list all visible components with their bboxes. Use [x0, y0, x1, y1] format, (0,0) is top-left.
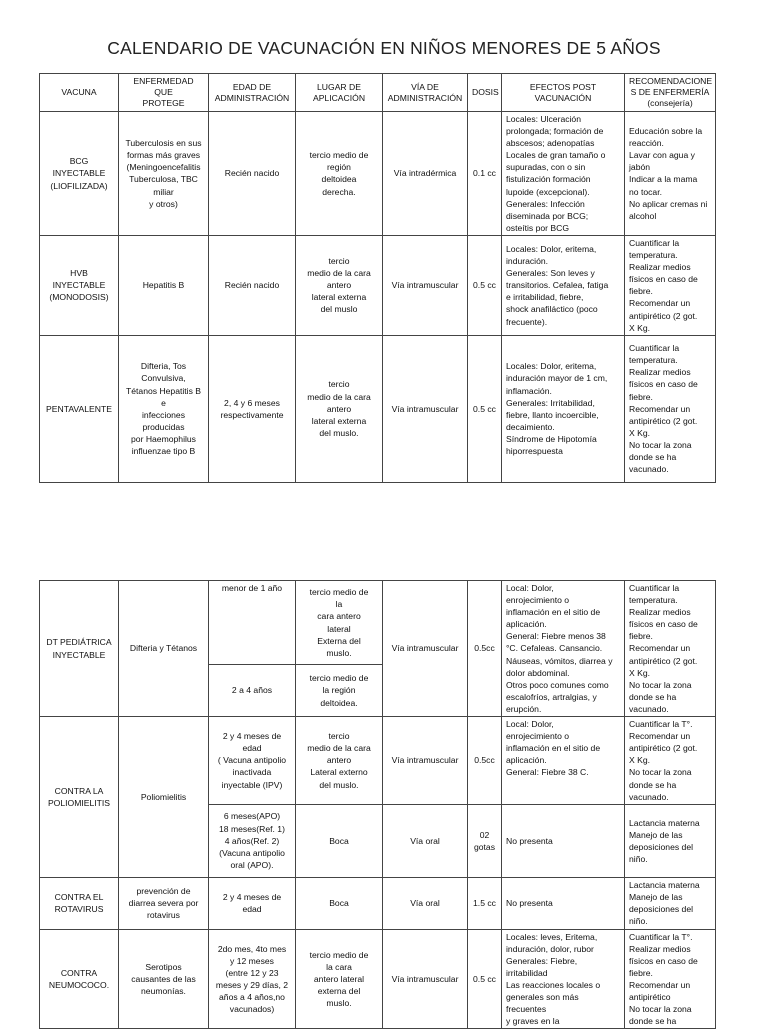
cell-recomendaciones: Lactancia materna Manejo de las deposiciones del niño. — [625, 804, 716, 877]
cell-via: Vía intramuscular — [383, 235, 468, 335]
cell-dosis: 0.1 cc — [468, 112, 502, 236]
table-row — [40, 235, 716, 335]
cell-vacuna: CONTRA LA POLIOMIELITIS — [40, 717, 119, 878]
table-row — [40, 112, 716, 236]
cell-dosis: 02 gotas — [468, 804, 502, 877]
cell-vacuna: PENTAVALENTE — [40, 335, 119, 482]
cell-edad: Recién nacido — [209, 235, 296, 335]
cell-lugar: Boca — [296, 877, 383, 929]
cell-via: Vía intramuscular — [383, 717, 468, 805]
cell-vacuna: CONTRA NEUMOCOCO. — [40, 929, 119, 1029]
cell-recomendaciones: Cuantificar la temperatura. Realizar medios físicos en caso de fiebre. Recomendar un antipirético (2 got. X Kg. No tocar la zona donde se ha vacunado. — [625, 581, 716, 717]
cell-vacuna: CONTRA EL ROTAVIRUS — [40, 877, 119, 929]
cell-efectos: No presenta — [502, 877, 625, 929]
cell-enfermedad: Poliomielitis — [119, 717, 209, 878]
cell-edad: Recién nacido — [209, 112, 296, 236]
table-row — [40, 581, 716, 665]
cell-recomendaciones: Cuantificar la T°. Realizar medios físicos en caso de fiebre. Recomendar un antipirético No tocar la zona donde se ha — [625, 929, 716, 1029]
header-dosis: DOSIS — [468, 74, 502, 112]
cell-dosis: 1.5 cc — [468, 877, 502, 929]
cell-edad: menor de 1 año — [209, 581, 296, 665]
cell-lugar: tercio medio de la cara antero lateral Externa del muslo. — [296, 581, 383, 665]
cell-efectos: Locales: Dolor, eritema, induración mayor de 1 cm, inflamación. Generales: Irritabilidad, fiebre, llanto incoercible, decaimiento. Síndrome de Hipotomía hiporrespuesta — [502, 335, 625, 482]
header-efectos: EFECTOS POST VACUNACIÓN — [502, 74, 625, 112]
cell-dosis: 0.5cc — [468, 581, 502, 717]
table-row — [40, 335, 716, 482]
cell-dosis: 0.5 cc — [468, 929, 502, 1029]
cell-efectos: Local: Dolor, enrojecimiento o inflamación en el sitio de aplicación. General: Fiebre 38 C. — [502, 717, 625, 805]
cell-edad: 2 y 4 meses de edad ( Vacuna antipolio inactivada inyectable (IPV) — [209, 717, 296, 805]
header-lugar: LUGAR DE APLICACIÓN — [296, 74, 383, 112]
cell-edad: 6 meses(APO) 18 meses(Ref. 1) 4 años(Ref. 2) (Vacuna antipolio oral (APO). — [209, 804, 296, 877]
vaccination-table-1 — [39, 73, 716, 483]
cell-lugar: tercio medio de la cara antero lateral externa del muslo. — [296, 929, 383, 1029]
cell-lugar: Boca — [296, 804, 383, 877]
cell-recomendaciones: Cuantificar la T°. Recomendar un antipirético (2 got. X Kg. No tocar la zona donde se ha vacunado. — [625, 717, 716, 805]
header-vacuna: VACUNA — [40, 74, 119, 112]
header-enfermedad: ENFERMEDAD QUE PROTEGE — [119, 74, 209, 112]
cell-lugar: tercio medio de región deltoidea derecha. — [296, 112, 383, 236]
cell-via: Vía intradérmica — [383, 112, 468, 236]
cell-recomendaciones: Cuantificar la temperatura. Realizar medios físicos en caso de fiebre. Recomendar un antipirético (2 got. X Kg. No tocar la zona donde se ha vacunado. — [625, 335, 716, 482]
cell-efectos: No presenta — [502, 804, 625, 877]
cell-via: Vía intramuscular — [383, 929, 468, 1029]
cell-edad: 2, 4 y 6 meses respectivamente — [209, 335, 296, 482]
cell-dosis: 0.5 cc — [468, 335, 502, 482]
cell-recomendaciones: Educación sobre la reacción. Lavar con agua y jabón Indicar a la mama no tocar. No aplicar cremas ni alcohol — [625, 112, 716, 236]
table-row — [40, 929, 716, 1029]
cell-vacuna: DT PEDIÁTRICA INYECTABLE — [40, 581, 119, 717]
cell-vacuna: BCG INYECTABLE (LIOFILIZADA) — [40, 112, 119, 236]
cell-lugar: tercio medio de la cara antero Lateral externo del muslo. — [296, 717, 383, 805]
cell-enfermedad: Hepatitis B — [119, 235, 209, 335]
cell-enfermedad: prevención de diarrea severa por rotavirus — [119, 877, 209, 929]
cell-enfermedad: Serotipos causantes de las neumonías. — [119, 929, 209, 1029]
cell-dosis: 0.5cc — [468, 717, 502, 805]
header-row — [40, 74, 716, 112]
cell-efectos: Locales: leves, Eritema, induración, dolor, rubor Generales: Fiebre, irritabilidad Las reacciones locales o generales son más frecuentes y graves en la — [502, 929, 625, 1029]
header-edad: EDAD DE ADMINISTRACIÓN — [209, 74, 296, 112]
cell-recomendaciones: Cuantificar la temperatura. Realizar medios físicos en caso de fiebre. Recomendar un antipirético (2 got. X Kg. — [625, 235, 716, 335]
cell-enfermedad: Difteria y Tétanos — [119, 581, 209, 717]
cell-lugar: tercio medio de la región deltoidea. — [296, 665, 383, 717]
cell-via: Vía oral — [383, 804, 468, 877]
cell-enfermedad: Difteria, Tos Convulsiva, Tétanos Hepatitis B e infecciones producidas por Haemophilus influenzae tipo B — [119, 335, 209, 482]
header-recomendaciones: RECOMENDACIONE S DE ENFERMERÍA (consejería) — [625, 74, 716, 112]
header-via: VÍA DE ADMINISTRACIÓN — [383, 74, 468, 112]
cell-enfermedad: Tuberculosis en sus formas más graves (Meningoencefalitis Tuberculosa, TBC miliar y otros) — [119, 112, 209, 236]
cell-edad: 2 a 4 años — [209, 665, 296, 717]
cell-dosis: 0.5 cc — [468, 235, 502, 335]
vaccination-table-2 — [39, 580, 716, 1029]
cell-efectos: Locales: Dolor, eritema, induración. Generales: Son leves y transitorios. Cefalea, fatiga e irritabilidad, fiebre, shock anafiláctico (poco frecuente). — [502, 235, 625, 335]
cell-via: Vía oral — [383, 877, 468, 929]
cell-lugar: tercio medio de la cara antero lateral externa del muslo — [296, 235, 383, 335]
cell-recomendaciones: Lactancia materna Manejo de las deposiciones del niño. — [625, 877, 716, 929]
cell-efectos: Locales: Ulceración prolongada; formación de abscesos; adenopatías Locales de gran tamaño o supuradas, con o sin fistulización formación lupoide (excepcional). Generales: Infección diseminada por BCG; osteítis por BCG — [502, 112, 625, 236]
page-title: CALENDARIO DE VACUNACIÓN EN NIÑOS MENORES DE 5 AÑOS — [107, 38, 661, 58]
cell-lugar: tercio medio de la cara antero lateral externa del muslo. — [296, 335, 383, 482]
cell-edad: 2 y 4 meses de edad — [209, 877, 296, 929]
cell-efectos: Local: Dolor, enrojecimiento o inflamación en el sitio de aplicación. General: Fiebre menos 38 °C. Cefaleas. Cansancio. Náuseas, vómitos, diarrea y dolor abdominal. Otros poco comunes como escalofríos, artralgias, y erupción. — [502, 581, 625, 717]
cell-edad: 2do mes, 4to mes y 12 meses (entre 12 y 23 meses y 29 días, 2 años a 4 años,no vacunados) — [209, 929, 296, 1029]
cell-vacuna: HVB INYECTABLE (MONODOSIS) — [40, 235, 119, 335]
cell-via: Vía intramuscular — [383, 335, 468, 482]
table-row — [40, 877, 716, 929]
cell-via: Vía intramuscular — [383, 581, 468, 717]
table-row — [40, 717, 716, 805]
